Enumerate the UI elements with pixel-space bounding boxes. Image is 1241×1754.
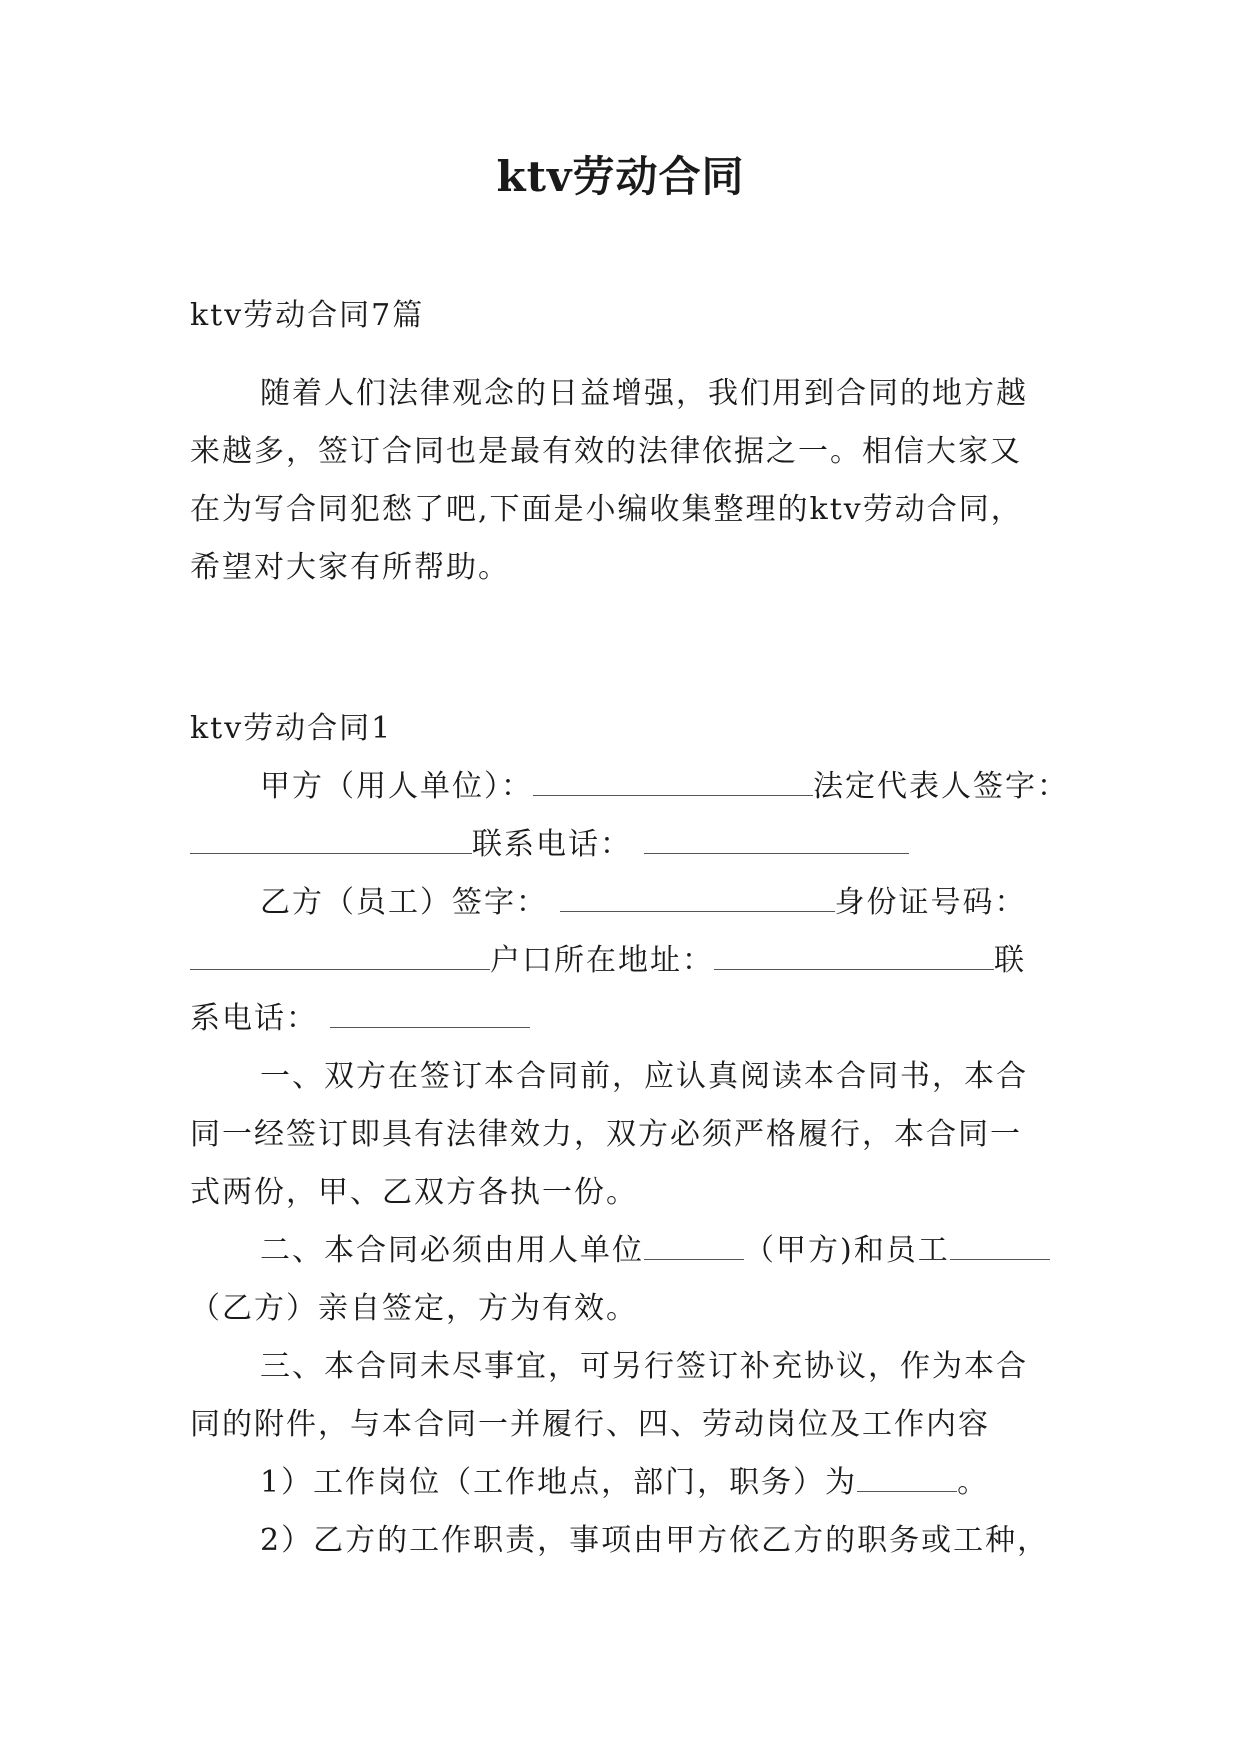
intro-line: 希望对大家有所帮助。 (190, 550, 510, 585)
legal-rep-label: 法定代表人签字： (813, 769, 1069, 804)
item-1-text: 1）工作岗位（工作地点，部门，职务）为 (260, 1465, 858, 1500)
party-b-line-3 (190, 990, 1052, 1048)
legal-rep-blank[interactable] (190, 827, 472, 854)
clause-2-line-2: （乙方）亲自签定，方为有效。 (190, 1291, 638, 1326)
clause-3-line: 三、本合同未尽事宜，可另行签订补充协议，作为本合 (260, 1349, 1028, 1384)
clause-2-text-2: （甲方)和员工 (744, 1233, 950, 1268)
address-label: 户口所在地址： (490, 943, 714, 978)
clause-1-line: 式两份，甲、乙双方各执一份。 (190, 1175, 638, 1210)
party-a-phone-blank[interactable] (644, 827, 909, 854)
party-b-phone-blank[interactable] (330, 1001, 530, 1028)
party-b-phone-label-part1: 联 (994, 943, 1026, 978)
party-b-line (190, 874, 1052, 932)
party-a-line (190, 758, 1069, 816)
party-b-phone-label-part2: 系电话： (190, 1001, 318, 1036)
intro-paragraph (190, 365, 1052, 597)
id-number-blank[interactable] (190, 943, 490, 970)
party-a-blank[interactable] (533, 769, 813, 796)
employee-blank[interactable] (950, 1233, 1050, 1260)
id-number-label: 身份证号码： (834, 885, 1027, 920)
clause-2-line (190, 1222, 1052, 1280)
employer-blank[interactable] (644, 1233, 744, 1260)
party-b-line-2 (190, 932, 1052, 990)
section-heading-block (190, 700, 1052, 758)
section-heading: ktv劳动合同1 (190, 711, 393, 746)
clause-1-line: 一、双方在签订本合同前，应认真阅读本合同书，本合 (260, 1059, 1028, 1094)
item-1-line (190, 1454, 1052, 1512)
party-a-line-2 (190, 816, 1052, 874)
party-a-label: 甲方（用人单位）： (260, 769, 533, 804)
address-blank[interactable] (714, 943, 994, 970)
clause-2-text-1: 二、本合同必须由用人单位 (260, 1233, 644, 1268)
intro-line: 来越多，签订合同也是最有效的法律依据之一。相信大家又 (190, 434, 1022, 469)
party-a-phone-label: 联系电话： (472, 827, 632, 862)
contract-body (190, 758, 1069, 1570)
clause-1-line: 同一经签订即具有法律效力，双方必须严格履行，本合同一 (190, 1117, 1022, 1152)
job-position-blank[interactable] (857, 1465, 957, 1492)
clause-3-line: 同的附件，与本合同一并履行、四、劳动岗位及工作内容 (190, 1407, 990, 1442)
document-title: ktv劳动合同 (496, 152, 745, 201)
document-subtitle: ktv劳动合同7篇 (190, 298, 425, 333)
intro-line: 随着人们法律观念的日益增强，我们用到合同的地方越 (260, 376, 1028, 411)
item-2-line: 2）乙方的工作职责，事项由甲方依乙方的职务或工种， (260, 1523, 1050, 1558)
intro-line: 在为写合同犯愁了吧,下面是小编收集整理的ktv劳动合同， (190, 492, 1023, 527)
party-b-signature-blank[interactable] (560, 885, 835, 912)
item-1-end: 。 (957, 1465, 990, 1500)
party-b-label: 乙方（员工）签字： (260, 885, 548, 920)
